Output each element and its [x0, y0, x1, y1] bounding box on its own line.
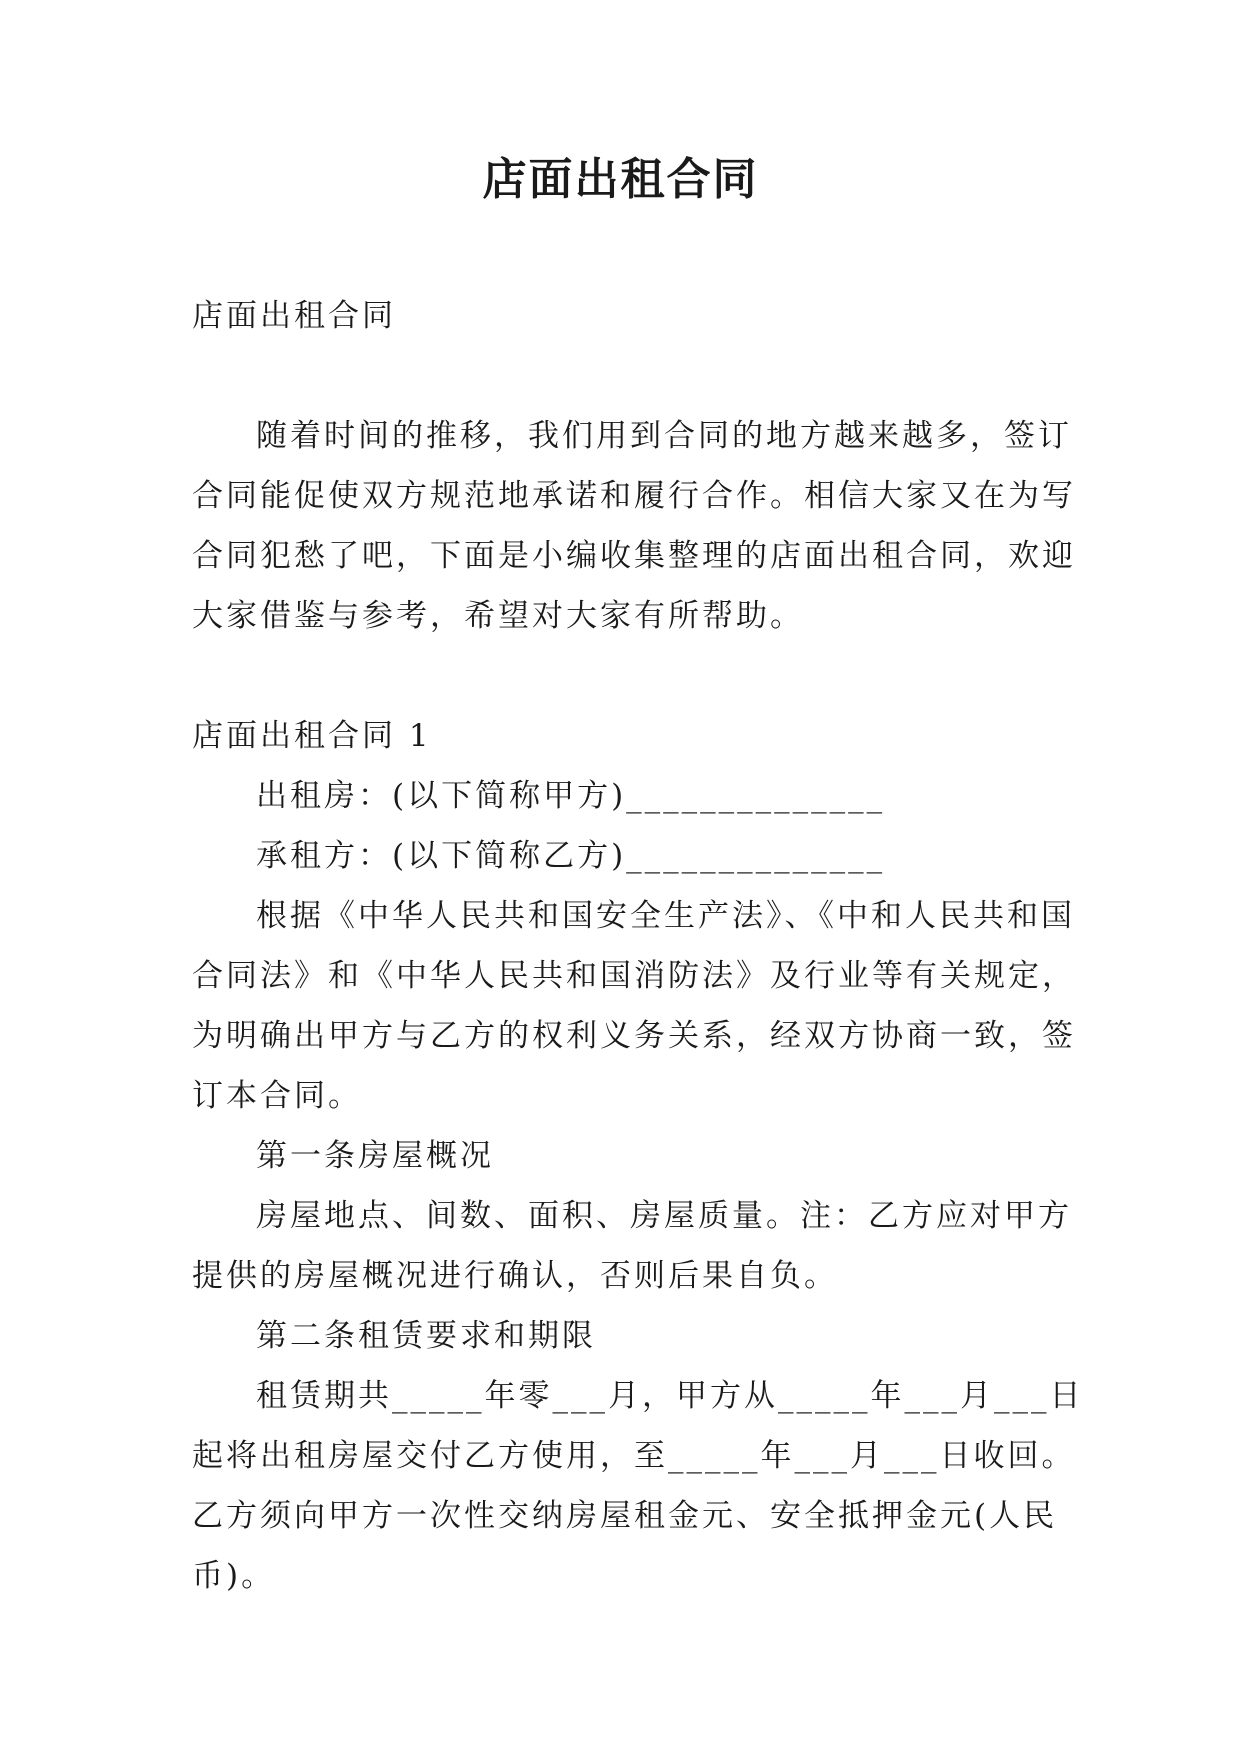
- section-heading: 店面出租合同 1: [192, 718, 432, 754]
- document-subtitle: 店面出租合同: [192, 298, 396, 334]
- party-b-line: 承租方：(以下简称乙方)______________: [256, 838, 886, 874]
- document-body: [192, 286, 1084, 1606]
- paragraph-line: 币)。: [192, 1558, 276, 1594]
- paragraph-line: 起将出租房屋交付乙方使用，至_____年___月___日收回。: [192, 1438, 1076, 1474]
- intro-paragraph: [192, 406, 1076, 646]
- party-a-line: 出租房：(以下简称甲方)______________: [256, 778, 886, 814]
- article-2-title: 第二条租赁要求和期限: [256, 1318, 596, 1354]
- paragraph-line: 根据《中华人民共和国安全生产法》、《中和人民共和国: [256, 898, 1075, 934]
- spacer: [192, 346, 1052, 406]
- paragraph-line: 为明确出甲方与乙方的权利义务关系，经双方协商一致，签: [192, 1018, 1076, 1054]
- document-title: 店面出租合同: [482, 154, 759, 205]
- article-1-title: 第一条房屋概况: [256, 1138, 494, 1174]
- article-2-paragraph: [192, 1366, 1084, 1606]
- paragraph-line: 订本合同。: [192, 1078, 362, 1114]
- paragraph-line: 大家借鉴与参考，希望对大家有所帮助。: [192, 598, 804, 634]
- basis-paragraph: [192, 886, 1076, 1126]
- paragraph-line: 乙方须向甲方一次性交纳房屋租金元、安全抵押金元(人民: [192, 1498, 1058, 1534]
- paragraph-line: 提供的房屋概况进行确认，否则后果自负。: [192, 1258, 838, 1294]
- paragraph-line: 合同犯愁了吧，下面是小编收集整理的店面出租合同，欢迎: [192, 538, 1076, 574]
- article-1-paragraph: [192, 1186, 1072, 1306]
- paragraph-line: 合同能促使双方规范地承诺和履行合作。相信大家又在为写: [192, 478, 1076, 514]
- paragraph-line: 房屋地点、间数、面积、房屋质量。注：乙方应对甲方: [256, 1198, 1072, 1234]
- spacer: [192, 646, 1052, 706]
- paragraph-line: 租赁期共_____年零___月，甲方从_____年___月___日: [256, 1378, 1084, 1414]
- paragraph-line: 随着时间的推移，我们用到合同的地方越来越多，签订: [256, 418, 1072, 454]
- paragraph-line: 合同法》和《中华人民共和国消防法》及行业等有关规定，: [192, 958, 1076, 994]
